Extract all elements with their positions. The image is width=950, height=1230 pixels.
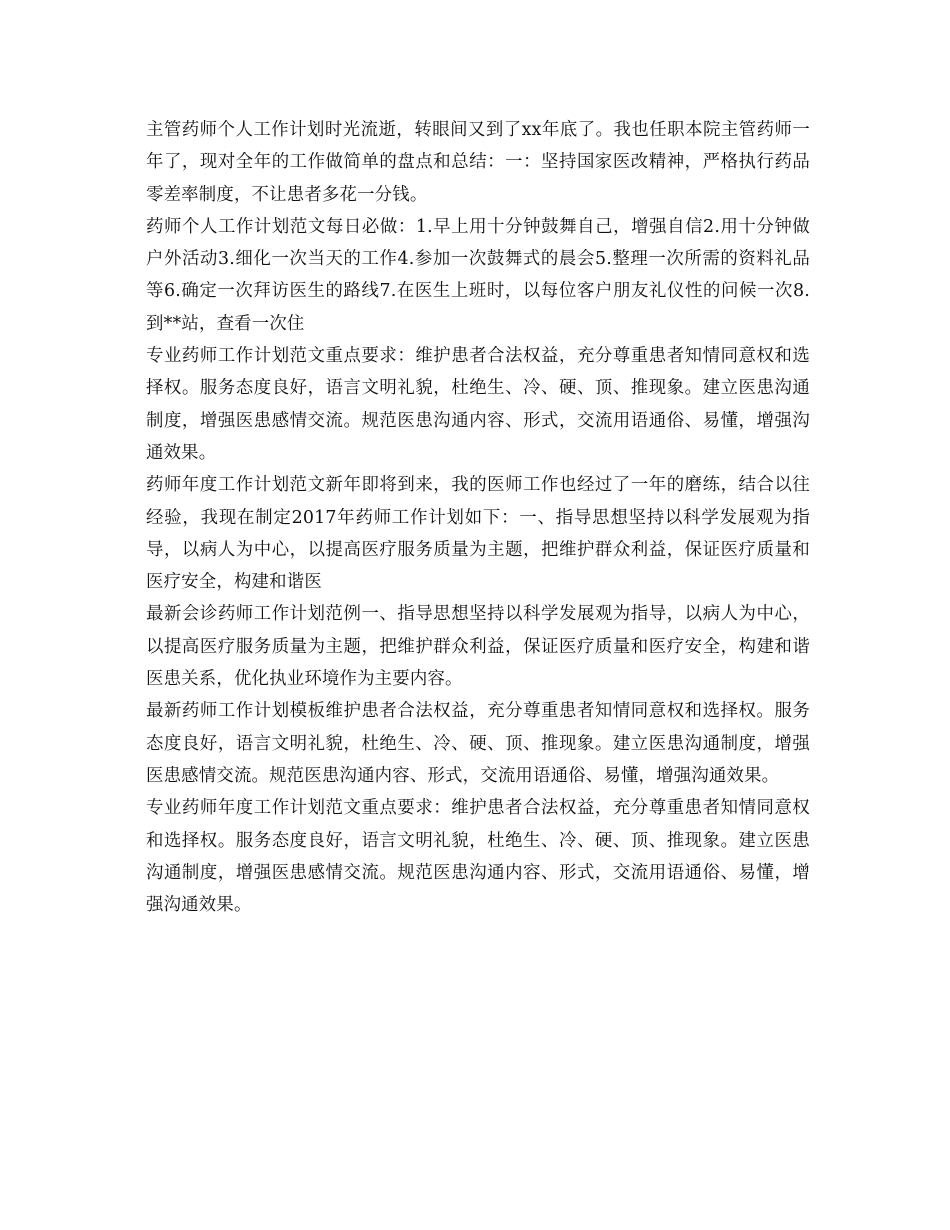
paragraph-consultation-plan: 最新会诊药师工作计划范例一、指导思想坚持以科学发展观为指导，以病人为中心，以提高医疗服务质量为主题，把维护群众利益，保证医疗质量和医疗安全，构建和谐医患关系，优化执业环境作为主要内容。	[146, 604, 810, 690]
document-body	[146, 114, 810, 921]
paragraph-annual-plan: 药师年度工作计划范文新年即将到来，我的医师工作也经过了一年的磨练，结合以往经验，我现在制定2017年药师工作计划如下：一、指导思想坚持以科学发展观为指导，以病人为中心，以提高医疗服务质量为主题，把维护群众利益，保证医疗质量和医疗安全，构建和谐医	[146, 475, 810, 593]
paragraph-professional-annual-plan: 专业药师年度工作计划范文重点要求：维护患者合法权益，充分尊重患者知情同意权和选择权。服务态度良好，语言文明礼貌，杜绝生、冷、硬、顶、推现象。建立医患沟通制度，增强医患感情交流。规范医患沟通内容、形式，交流用语通俗、易懂，增强沟通效果。	[146, 798, 810, 916]
paragraph-professional-plan: 专业药师工作计划范文重点要求：维护患者合法权益，充分尊重患者知情同意权和选择权。服务态度良好，语言文明礼貌，杜绝生、冷、硬、顶、推现象。建立医患沟通制度，增强医患感情交流。规范医患沟通内容、形式，交流用语通俗、易懂，增强沟通效果。	[146, 346, 810, 463]
paragraph-plan-template: 最新药师工作计划模板维护患者合法权益，充分尊重患者知情同意权和选择权。服务态度良好，语言文明礼貌，杜绝生、冷、硬、顶、推现象。建立医患沟通制度，增强医患感情交流。规范医患沟通内容、形式，交流用语通俗、易懂，增强沟通效果。	[146, 701, 810, 786]
paragraph-chief-pharmacist-plan: 主管药师个人工作计划时光流逝，转眼间又到了xx年底了。我也任职本院主管药师一年了，现对全年的工作做简单的盘点和总结：一：坚持国家医改精神，严格执行药品零差率制度，不让患者多花一分钱。	[146, 120, 810, 205]
paragraph-daily-tasks: 药师个人工作计划范文每日必做：1.早上用十分钟鼓舞自己，增强自信2.用十分钟做户外活动3.细化一次当天的工作4.参加一次鼓舞式的晨会5.整理一次所需的资料礼品等6.确定一次拜访医生的路线7.在医生上班时，以每位客户朋友礼仪性的问候一次8.到**站，查看一次住	[146, 216, 810, 334]
